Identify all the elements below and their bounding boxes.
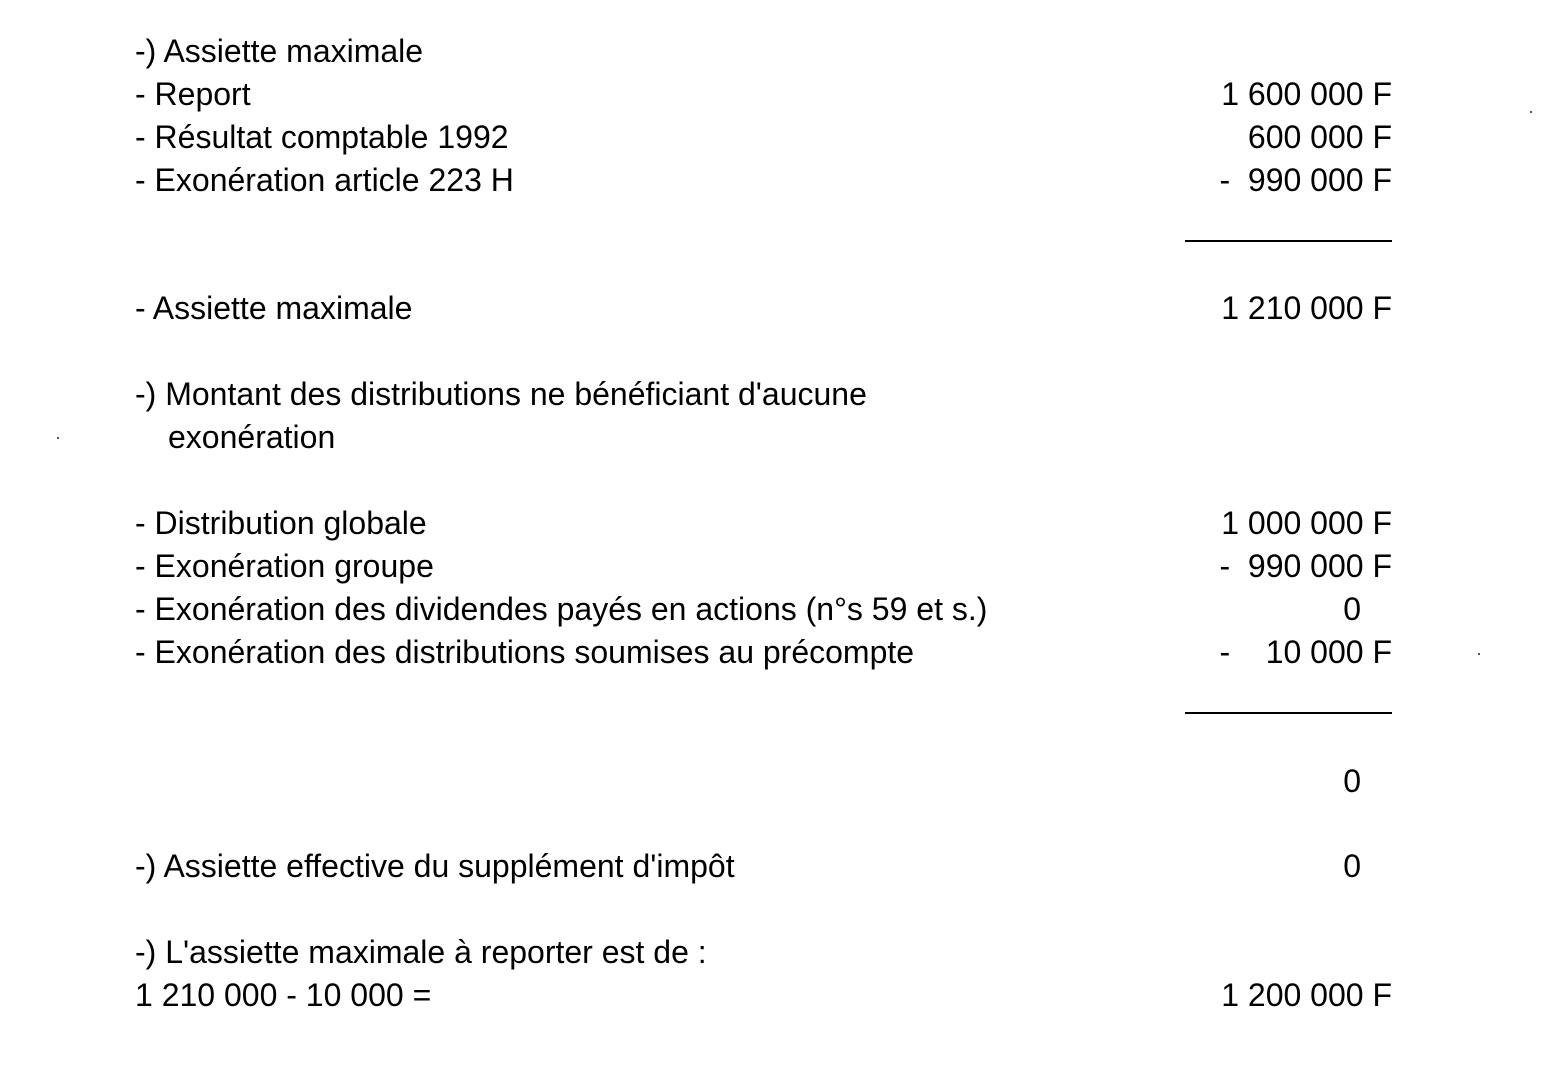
row-exoneration-precompte xyxy=(0,632,1552,672)
row-value: 600 000 F xyxy=(1247,119,1392,155)
row-label: - Exonération groupe xyxy=(135,548,434,584)
row-distributions-total xyxy=(0,761,1552,801)
row-exoneration-dividendes xyxy=(0,589,1552,629)
scan-speck xyxy=(1530,111,1532,113)
section-heading-montant-distributions xyxy=(0,374,1552,414)
row-label: - Report xyxy=(135,76,251,112)
section-heading-continuation xyxy=(0,417,1552,457)
sum-rule xyxy=(1185,240,1392,242)
row-label: 1 210 000 - 10 000 = xyxy=(135,977,432,1013)
row-resultat-comptable xyxy=(0,117,1552,157)
scan-speck xyxy=(1478,653,1480,655)
row-distribution-globale xyxy=(0,503,1552,543)
row-value: 1 000 000 F xyxy=(1221,505,1392,541)
heading-text: -) Montant des distributions ne bénéficiant d'aucune xyxy=(135,376,867,412)
scan-speck xyxy=(57,437,59,439)
row-value: 1 210 000 F xyxy=(1221,290,1392,326)
row-label: - Exonération des dividendes payés en actions (n°s 59 et s.) xyxy=(135,591,988,627)
row-assiette-a-reporter-heading xyxy=(0,932,1552,972)
row-assiette-effective xyxy=(0,846,1552,886)
row-value: 1 600 000 F xyxy=(1221,76,1392,112)
row-assiette-a-reporter-calc xyxy=(0,975,1552,1015)
row-value: 1 200 000 F xyxy=(1221,977,1392,1013)
row-label: - Exonération article 223 H xyxy=(135,162,514,198)
row-value: 0 xyxy=(1343,848,1361,884)
row-label: -) Assiette effective du supplément d'impôt xyxy=(135,848,735,884)
row-exoneration-groupe xyxy=(0,546,1552,586)
row-label: - Résultat comptable 1992 xyxy=(135,119,509,155)
row-label: - Assiette maximale xyxy=(135,290,413,326)
row-assiette-maximale-total xyxy=(0,288,1552,328)
row-label: - Distribution globale xyxy=(135,505,427,541)
heading-text: -) Assiette maximale xyxy=(135,33,424,69)
row-value: - 990 000 F xyxy=(1219,548,1392,584)
row-value: - 10 000 F xyxy=(1219,634,1392,670)
heading-text: -) L'assiette maximale à reporter est de : xyxy=(135,934,707,970)
row-label: - Exonération des distributions soumises au précompte xyxy=(135,634,915,670)
sum-rule xyxy=(1185,712,1392,714)
row-value: 0 xyxy=(1343,763,1361,799)
row-exoneration-article xyxy=(0,160,1552,200)
row-report xyxy=(0,74,1552,114)
row-value: 0 xyxy=(1343,591,1361,627)
row-value: - 990 000 F xyxy=(1219,162,1392,198)
section-heading-assiette-maximale xyxy=(0,31,1552,71)
heading-text: exonération xyxy=(168,419,336,455)
